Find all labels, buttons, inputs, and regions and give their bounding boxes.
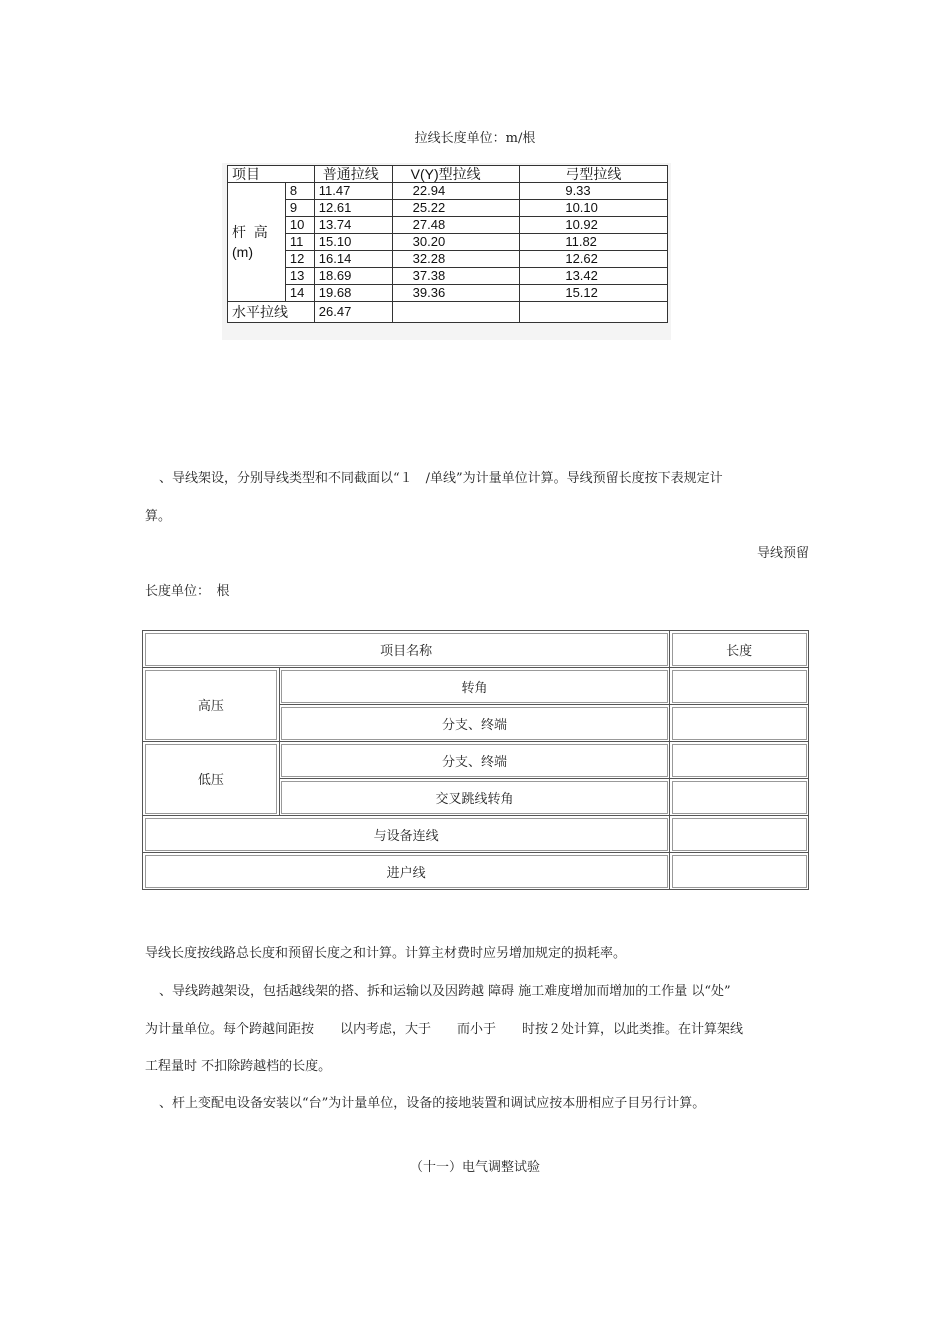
height-cell: 10: [285, 217, 314, 234]
high-voltage-label: 高压: [143, 668, 280, 742]
item-cell: 分支、终端: [279, 705, 669, 742]
pull-wire-table: [227, 165, 668, 323]
length-cell: [670, 705, 809, 742]
length-cell: [670, 779, 809, 816]
length-cell: [670, 742, 809, 779]
height-cell: 13: [285, 268, 314, 285]
paragraph-wire-erection: [145, 469, 809, 489]
paragraph-line: 、导线架设，分别导线类型和不同截面以“１ /单线”为计量单位计算。导线预留长度按下表规定计: [159, 471, 723, 486]
vy-cell: 39.36: [392, 285, 520, 302]
header-item: 项目: [228, 166, 315, 183]
normal-cell: 16.14: [314, 251, 392, 268]
header-item-name: 项目名称: [143, 631, 670, 668]
bow-cell: 11.82: [520, 234, 668, 251]
paragraph-wire-length: 导线长度按线路总长度和预留长度之和计算。计算主材费时应另增加规定的损耗率。: [145, 946, 627, 961]
table-caption: 拉线长度单位：m/根: [414, 131, 536, 146]
bow-cell: 15.12: [520, 285, 668, 302]
bow-cell: 12.62: [520, 251, 668, 268]
normal-cell: 13.74: [314, 217, 392, 234]
height-cell: 9: [285, 200, 314, 217]
bow-cell: 9.33: [520, 183, 668, 200]
height-cell: 8: [285, 183, 314, 200]
vy-cell: 27.48: [392, 217, 520, 234]
paragraph-transformer: 、杆上变配电设备安装以“台”为计量单位，设备的接地装置和调试应按本册相应子目另行计算。: [159, 1096, 706, 1111]
pole-label-line1: 杆 高: [232, 224, 268, 240]
height-cell: 12: [285, 251, 314, 268]
reserve-length-table: [142, 630, 809, 890]
device-connection-label: 与设备连线: [143, 816, 670, 853]
item-cell: 交叉跳线转角: [279, 779, 669, 816]
horizontal-label: 水平拉线: [228, 302, 315, 323]
section-title: （十一）电气调整试验: [409, 1160, 540, 1175]
reserve-unit: 长度单位： 根: [145, 584, 230, 599]
vy-cell: 37.38: [392, 268, 520, 285]
paragraph-crossing-line2: 为计量单位。每个跨越间距按 以内考虑，大于 而小于 时按２处计算，以此类推。在计算架线: [145, 1022, 744, 1037]
paragraph-line: 算。: [145, 509, 172, 524]
empty-cell: [392, 302, 520, 323]
item-cell: 转角: [279, 668, 669, 705]
header-bow: 弓型拉线: [520, 166, 668, 183]
paragraph-crossing-line1: 、导线跨越架设，包括越线架的搭、拆和运输以及因跨越 障碍 施工难度增加而增加的工作量 以“处”: [159, 984, 731, 999]
normal-cell: 19.68: [314, 285, 392, 302]
pole-label-line2: (m): [232, 244, 253, 260]
header-normal: 普通拉线: [314, 166, 392, 183]
height-cell: 11: [285, 234, 314, 251]
vy-cell: 30.20: [392, 234, 520, 251]
height-cell: 14: [285, 285, 314, 302]
length-cell: [670, 668, 809, 705]
vy-cell: 25.22: [392, 200, 520, 217]
reserve-caption: 导线预留: [756, 546, 809, 561]
vy-cell: 22.94: [392, 183, 520, 200]
length-cell: [670, 853, 809, 890]
low-voltage-label: 低压: [143, 742, 280, 816]
horizontal-value: 26.47: [314, 302, 392, 323]
normal-cell: 12.61: [314, 200, 392, 217]
paragraph-crossing-line3: 工程量时 不扣除跨越档的长度。: [145, 1059, 332, 1074]
empty-cell: [520, 302, 668, 323]
header-vy: V(Y)型拉线: [392, 166, 520, 183]
header-length: 长度: [670, 631, 809, 668]
item-cell: 分支、终端: [279, 742, 669, 779]
pole-height-label: [228, 183, 286, 302]
bow-cell: 13.42: [520, 268, 668, 285]
length-cell: [670, 816, 809, 853]
service-line-label: 进户线: [143, 853, 670, 890]
normal-cell: 15.10: [314, 234, 392, 251]
bow-cell: 10.92: [520, 217, 668, 234]
bow-cell: 10.10: [520, 200, 668, 217]
pull-wire-table-image: [222, 163, 671, 340]
vy-cell: 32.28: [392, 251, 520, 268]
normal-cell: 18.69: [314, 268, 392, 285]
normal-cell: 11.47: [314, 183, 392, 200]
